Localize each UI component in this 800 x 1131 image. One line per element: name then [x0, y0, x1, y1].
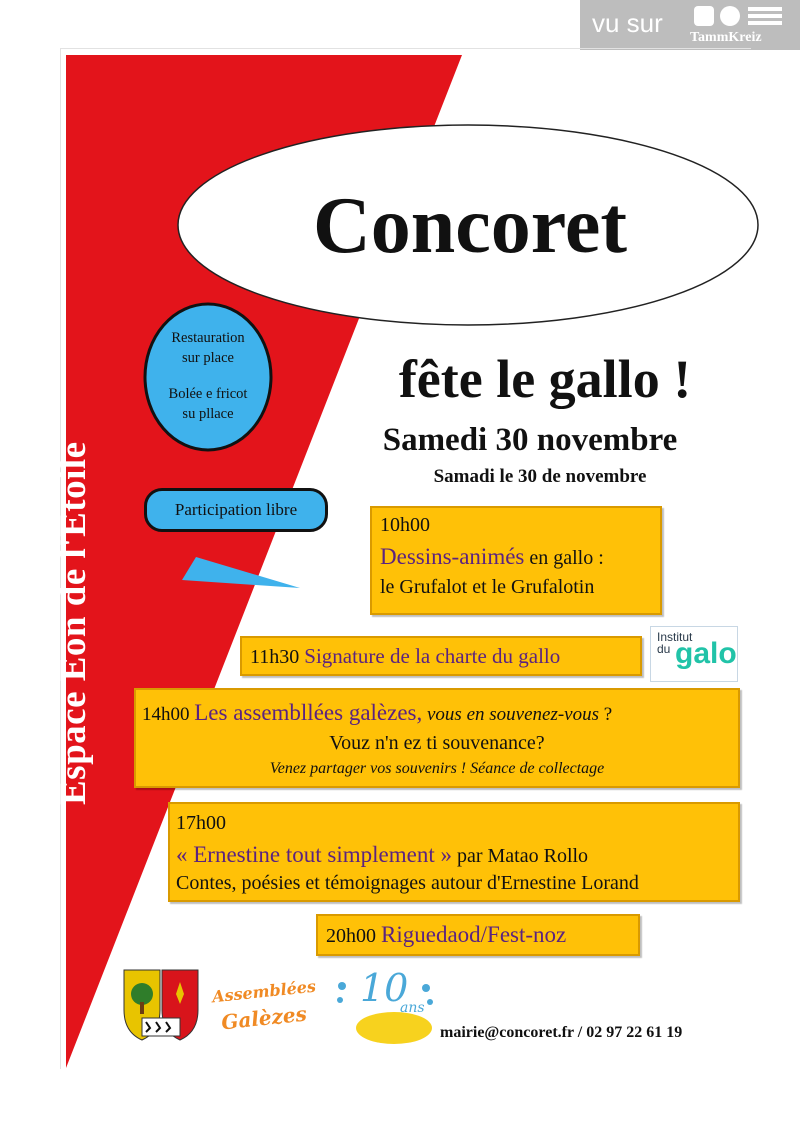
contact-separator: /: [573, 1024, 587, 1041]
event-detail-2: Venez partager vos souvenirs ! Séance de collectage: [269, 760, 605, 777]
contact-email: mairie@concoret.fr: [440, 1024, 574, 1041]
event-time: 17h00: [176, 812, 226, 834]
institut-word: galo: [675, 637, 737, 670]
event-time: 10h00: [380, 514, 430, 536]
bubble-line: Bolée e fricot: [168, 386, 248, 402]
event-detail: le Grufalot et le Grufalotin: [380, 576, 595, 598]
event-time: 14h00: [142, 704, 190, 725]
institut-line2: du: [657, 642, 671, 656]
assemblees-galezes-logo: [208, 978, 320, 1042]
event-17h00: [168, 802, 740, 902]
event-detail: Vouz n'n ez ti souvenance?: [329, 732, 545, 754]
event-date: Samedi 30 novembre: [382, 422, 678, 458]
institut-line1: Institut: [657, 630, 693, 644]
event-11h30: [240, 636, 642, 676]
bubble-line: Restauration: [171, 330, 245, 346]
event-detail: Contes, poésies et témoignages autour d'Ernestine Lorand: [176, 872, 639, 894]
participation-badge: Participation libre: [144, 488, 328, 532]
event-10h00: [370, 506, 662, 615]
coat-of-arms-logo: [120, 966, 202, 1046]
bubble-line: su pllace: [182, 406, 234, 422]
ten-years-number: 10: [360, 966, 409, 1010]
venue-name: Espace Eon de l'Etoile: [53, 441, 94, 805]
event-title: Dessins-animés: [380, 544, 525, 569]
event-time: 11h30: [250, 646, 300, 668]
event-time: 20h00: [326, 925, 376, 947]
bubble-line: sur place: [182, 350, 234, 366]
ten-years-unit: ans: [400, 1000, 425, 1016]
subtitle: fête le gallo !: [398, 349, 692, 409]
event-title: « Ernestine tout simplement »: [176, 842, 452, 867]
event-title: Les assembllées galèzes,: [194, 700, 423, 725]
event-italic: vous en souvenez-vous: [422, 704, 600, 725]
contact-phone: 02 97 22 61 19: [586, 1024, 683, 1041]
event-title: Riguedaod/Fest-noz: [381, 922, 567, 947]
institut-du-galo-logo: [650, 626, 738, 682]
assemblees-line2: Galèzes: [220, 1001, 308, 1035]
watermark-brand: TammKreiz: [690, 30, 762, 45]
event-14h00: [134, 688, 740, 788]
ten-years-logo: [330, 966, 438, 1050]
bubble-text: [150, 328, 266, 424]
event-title: Signature de la charte du gallo: [304, 644, 561, 668]
event-date-gallo: Samadi le 30 de novembre: [433, 466, 647, 487]
page-title: Concoret: [313, 182, 627, 270]
event-suffix: en gallo :: [524, 547, 604, 569]
event-20h00: [316, 914, 640, 956]
watermark-prefix: vu sur: [592, 8, 663, 38]
event-suffix: par Matao Rollo: [451, 845, 589, 867]
contact-info: [440, 1022, 750, 1044]
event-question: ?: [599, 704, 613, 725]
assemblees-line1: Assemblées: [211, 976, 317, 1007]
